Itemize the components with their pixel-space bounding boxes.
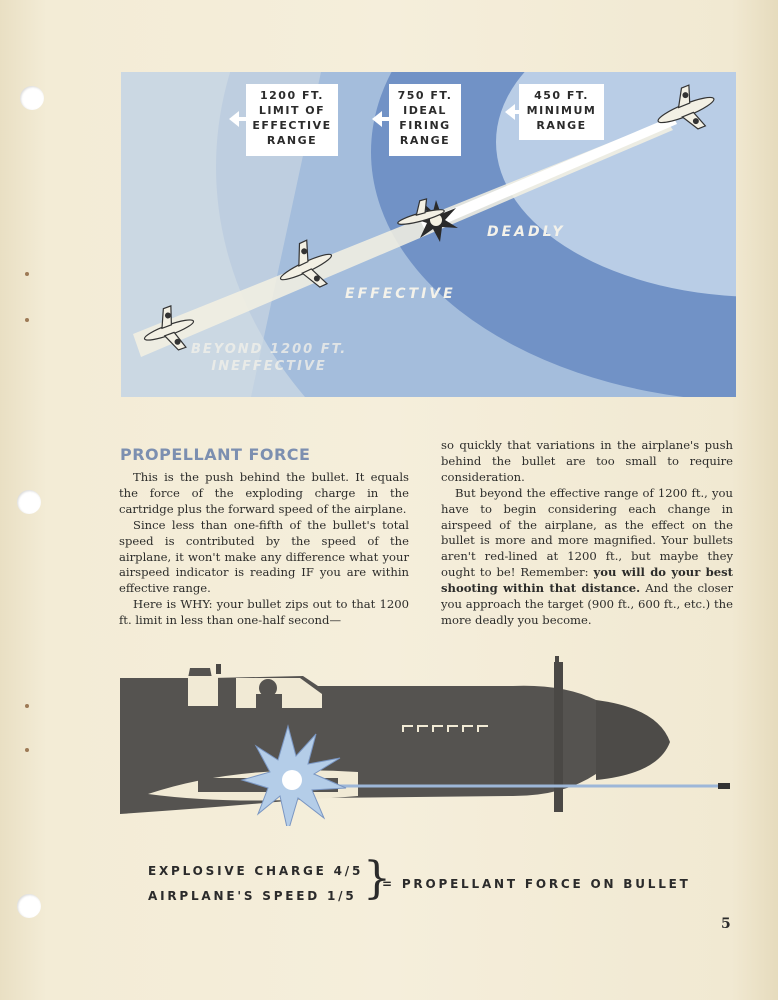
section-heading: PROPELLANT FORCE — [120, 445, 311, 464]
right-column-text — [441, 438, 733, 629]
binder-hole-bottom — [17, 894, 41, 918]
equation-result: = PROPELLANT FORCE ON BULLET — [382, 877, 691, 891]
zone-label-deadly: DEADLY — [487, 224, 566, 240]
label-450ft-minimum: 450 FT. MINIMUM RANGE — [519, 84, 604, 140]
paragraph: Since less than one-fifth of the bullet's total speed is contributed by the speed of the airplane, it won't make any difference what your airspeed indicator is reading IF you are within effective range. — [119, 517, 409, 596]
propeller-tip — [555, 656, 559, 666]
left-column-text — [119, 470, 409, 629]
zone-label-ineffective: BEYOND 1200 FT. INEFFECTIVE — [191, 342, 348, 374]
fighter-plane-diagram — [118, 656, 740, 826]
label-750ft-ideal: 750 FT. IDEAL FIRING RANGE — [389, 84, 461, 156]
canopy-window-rear — [188, 676, 218, 706]
binder-hole-middle — [17, 490, 41, 514]
paragraph — [441, 486, 733, 629]
antenna-mast — [216, 664, 221, 674]
equation-line-airspeed: AIRPLANE'S SPEED 1/5 — [148, 889, 357, 903]
paragraph-text: But beyond the effective range of 1200 ft., you have to begin considering each change in airspeed of the airplane, as the effect on the bullet is more and more magnified. Your bullets aren't red-lined at 1200 ft., but maybe they ought to be! Remember: — [441, 485, 733, 580]
plane-silhouette-graphic — [118, 656, 740, 826]
nose-cowling — [596, 700, 670, 780]
bullet — [718, 783, 730, 789]
paragraph: so quickly that variations in the airplane's push behind the bullet are too small to require consideration. — [441, 438, 733, 484]
punch-mark — [25, 272, 29, 276]
punch-mark — [25, 318, 29, 322]
punch-mark — [25, 748, 29, 752]
pilot-body — [256, 694, 282, 710]
binder-hole-top — [20, 86, 44, 110]
page-number: 5 — [721, 916, 731, 932]
paragraph: Here is WHY: your bullet zips out to that 1200 ft. limit in less than one-half second— — [119, 597, 409, 628]
firing-range-illustration — [121, 72, 736, 397]
paragraph-text: And the closer you approach the target (900 ft., 600 ft., etc.) the more deadly you become. — [441, 581, 733, 627]
label-1200ft-limit: 1200 FT. LIMIT OF EFFECTIVE RANGE — [246, 84, 338, 156]
emphasis-text: you will do your best shooting within that distance. — [441, 565, 733, 596]
equation-brace: } — [363, 853, 394, 904]
equation-line-explosive: EXPLOSIVE CHARGE 4/5 — [148, 864, 364, 878]
punch-mark — [25, 704, 29, 708]
muzzle-flash-core — [282, 770, 302, 790]
paragraph: This is the push behind the bullet. It equals the force of the exploding charge in the cartridge plus the forward speed of the airplane. — [119, 470, 409, 516]
zone-label-effective: EFFECTIVE — [345, 286, 456, 302]
propeller-blade — [554, 662, 563, 812]
